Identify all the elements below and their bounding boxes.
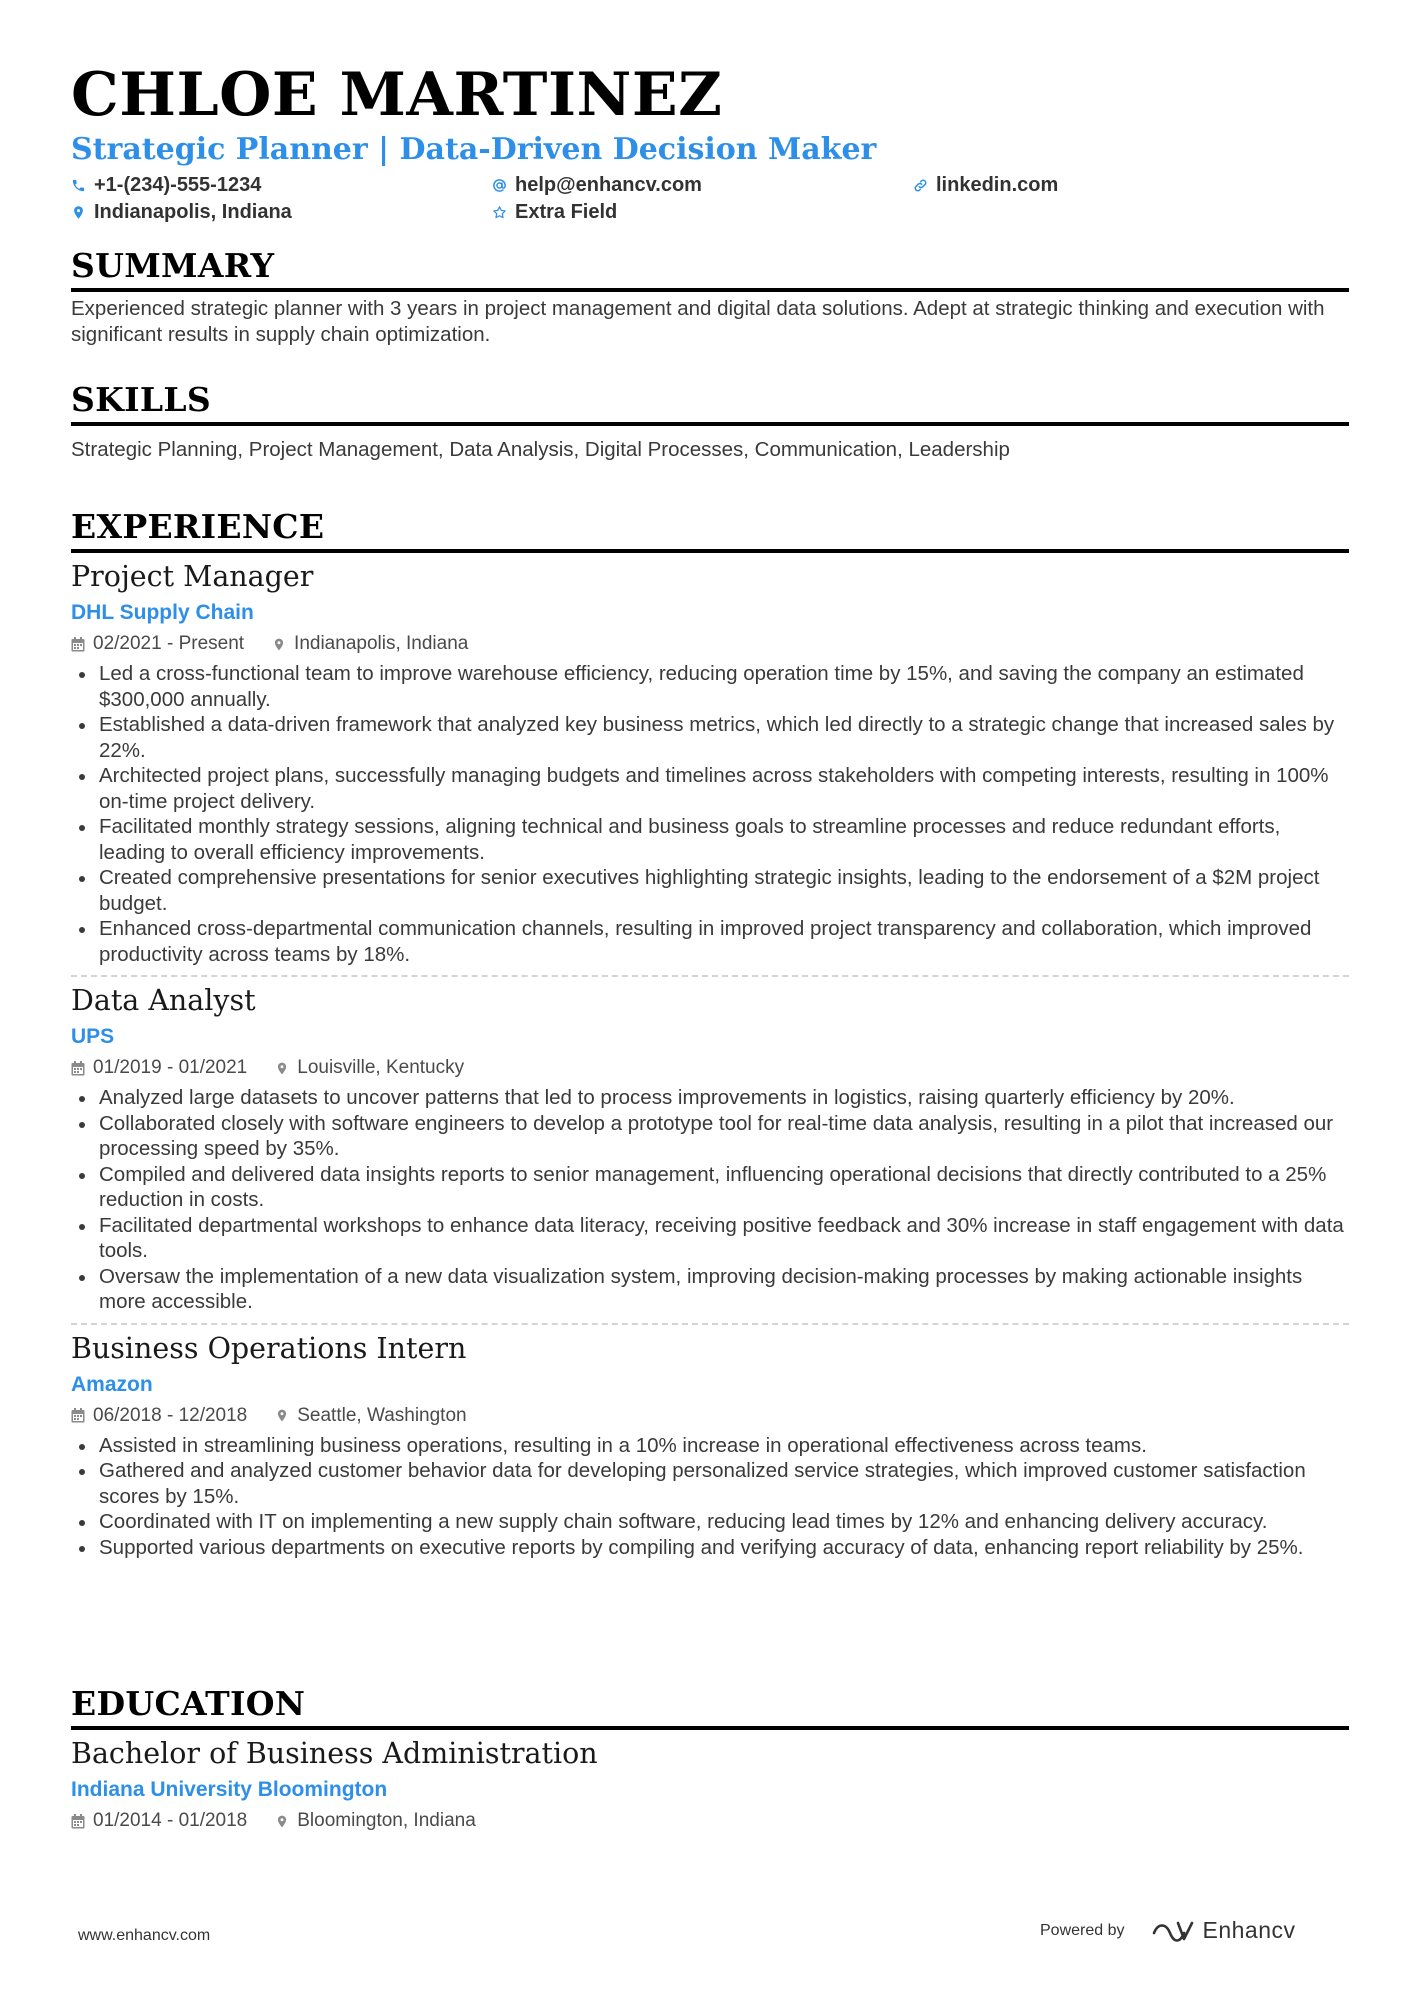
calendar-icon <box>71 1408 85 1423</box>
location-pin-icon <box>275 1814 289 1829</box>
bullet-item: Analyzed large datasets to uncover patterns that led to process improvements in logistics, raising quarterly efficiency by 20%. <box>71 1085 1349 1111</box>
email-text: help@enhancv.com <box>515 174 702 196</box>
calendar-icon <box>71 1814 85 1829</box>
job-company: DHL Supply Chain <box>71 601 254 624</box>
summary-heading: SUMMARY <box>71 246 1349 292</box>
footer-branding[interactable] <box>1040 1917 1296 1944</box>
degree-title: Bachelor of Business Administration <box>71 1737 598 1770</box>
calendar-icon <box>71 637 85 652</box>
job-location-text: Seattle, Washington <box>297 1404 467 1426</box>
job-entry <box>71 983 1349 1325</box>
job-dates <box>71 1055 247 1081</box>
bullet-item: Led a cross-functional team to improve warehouse efficiency, reducing operation time by 15%, and saving the company an estimated $300,000 annually. <box>71 661 1349 712</box>
location-text: Indianapolis, Indiana <box>94 201 292 223</box>
bullet-item: Facilitated monthly strategy sessions, aligning technical and business goals to streamline processes and reduce redundant efforts, leading to overall efficiency improvements. <box>71 814 1349 865</box>
contact-location <box>71 199 292 226</box>
at-icon <box>492 178 507 193</box>
bullet-item: Established a data-driven framework that analyzed key business metrics, which led directly to a strategic change that increased sales by 22%. <box>71 712 1349 763</box>
job-location <box>275 1055 464 1081</box>
job-meta <box>71 1055 1349 1081</box>
calendar-icon <box>71 1061 85 1076</box>
skills-heading: SKILLS <box>71 380 1349 426</box>
education-entry <box>71 1736 1349 1834</box>
summary-text: Experienced strategic planner with 3 years in project management and digital data solutions. Adept at strategic thinking and execution with significant results in supply chain optimization. <box>71 297 1325 346</box>
job-title: Project Manager <box>71 560 314 593</box>
education-section <box>71 1684 1349 1834</box>
linkedin-text: linkedin.com <box>936 174 1059 196</box>
job-divider <box>71 975 1349 977</box>
bullet-item: Supported various departments on executive reports by compiling and verifying accuracy of data, enhancing report reliability by 25%. <box>71 1535 1349 1561</box>
enhancv-brand-text: Enhancv <box>1202 1917 1296 1943</box>
candidate-tagline: Strategic Planner | Data-Driven Decision Maker <box>71 132 877 167</box>
contact-info <box>71 172 1349 230</box>
school-name: Indiana University Bloomington <box>71 1778 388 1801</box>
job-location-text: Indianapolis, Indiana <box>294 633 469 654</box>
job-divider <box>71 1323 1349 1325</box>
job-title: Data Analyst <box>71 984 256 1017</box>
bullet-item: Assisted in streamlining business operations, resulting in a 10% increase in operational effectiveness across teams. <box>71 1433 1349 1459</box>
star-icon <box>492 205 507 220</box>
bullet-item: Facilitated departmental workshops to enhance data literacy, receiving positive feedback and 30% increase in staff engagement with data tools. <box>71 1213 1349 1264</box>
skills-text: Strategic Planning, Project Management, Data Analysis, Digital Processes, Communication, Leadership <box>71 438 1010 461</box>
job-dates <box>71 631 244 657</box>
bullet-item: Architected project plans, successfully managing budgets and timelines across stakeholders with competing interests, resulting in 100% on-time project delivery. <box>71 763 1349 814</box>
bullet-item: Collaborated closely with software engineers to develop a prototype tool for real-time data analysis, resulting in a pilot that increased our processing speed by 35%. <box>71 1111 1349 1162</box>
location-pin-icon <box>71 205 86 220</box>
job-dates-text: 06/2018 - 12/2018 <box>93 1404 248 1426</box>
job-entry <box>71 559 1349 977</box>
contact-linkedin[interactable] <box>913 172 1058 199</box>
phone-icon <box>71 178 86 193</box>
education-meta <box>71 1808 1349 1834</box>
job-title: Business Operations Intern <box>71 1331 467 1365</box>
job-location <box>275 1403 466 1429</box>
job-location-text: Louisville, Kentucky <box>297 1057 465 1078</box>
job-meta <box>71 1403 1349 1429</box>
job-dates <box>71 1403 247 1429</box>
education-location-text: Bloomington, Indiana <box>297 1810 476 1831</box>
experience-heading: EXPERIENCE <box>71 507 1349 553</box>
bullet-item: Oversaw the implementation of a new data visualization system, improving decision-making processes by making actionable insights more accessible. <box>71 1264 1349 1315</box>
contact-extra <box>492 199 617 226</box>
location-pin-icon <box>275 1408 289 1423</box>
education-dates-text: 01/2014 - 01/2018 <box>93 1810 248 1831</box>
bullet-item: Created comprehensive presentations for senior executives highlighting strategic insights, leading to the endorsement of a $2M project budget. <box>71 865 1349 916</box>
job-meta <box>71 631 1349 657</box>
job-bullets <box>71 661 1349 967</box>
bullet-item: Enhanced cross-departmental communication channels, resulting in improved project transparency and collaboration, which improved productivity across teams by 18%. <box>71 916 1349 967</box>
enhancv-logo-icon <box>1151 1919 1195 1943</box>
summary-section <box>71 246 1349 348</box>
location-pin-icon <box>272 637 286 652</box>
education-dates <box>71 1808 247 1834</box>
resume-page <box>71 60 1349 1831</box>
job-bullets <box>71 1433 1349 1561</box>
contact-email[interactable] <box>492 172 702 199</box>
link-icon <box>913 178 928 193</box>
bullet-item: Coordinated with IT on implementing a new supply chain software, reducing lead times by 12% and enhancing delivery accuracy. <box>71 1509 1349 1535</box>
job-dates-text: 02/2021 - Present <box>93 633 245 654</box>
job-dates-text: 01/2019 - 01/2021 <box>93 1057 248 1078</box>
powered-by-label: Powered by <box>1040 1921 1125 1939</box>
education-location <box>275 1808 476 1834</box>
experience-section <box>71 507 1349 1560</box>
job-company: UPS <box>71 1025 115 1048</box>
contact-phone[interactable] <box>71 172 261 199</box>
phone-text: +1-(234)-555-1234 <box>94 174 262 196</box>
location-pin-icon <box>275 1061 289 1076</box>
job-entry <box>71 1331 1349 1561</box>
candidate-name: CHLOE MARTINEZ <box>71 60 723 130</box>
bullet-item: Compiled and delivered data insights reports to senior management, influencing operational decisions that directly contributed to a 25% reduction in costs. <box>71 1162 1349 1213</box>
job-bullets <box>71 1085 1349 1315</box>
job-company: Amazon <box>71 1372 153 1396</box>
enhancv-logo <box>1151 1917 1296 1944</box>
footer-website[interactable]: www.enhancv.com <box>78 1927 211 1944</box>
skills-section <box>71 380 1349 463</box>
job-location <box>272 631 468 657</box>
extra-text: Extra Field <box>515 201 618 223</box>
education-heading: EDUCATION <box>71 1684 1349 1730</box>
bullet-item: Gathered and analyzed customer behavior data for developing personalized service strategies, which improved customer satisfaction scores by 15%. <box>71 1458 1349 1509</box>
